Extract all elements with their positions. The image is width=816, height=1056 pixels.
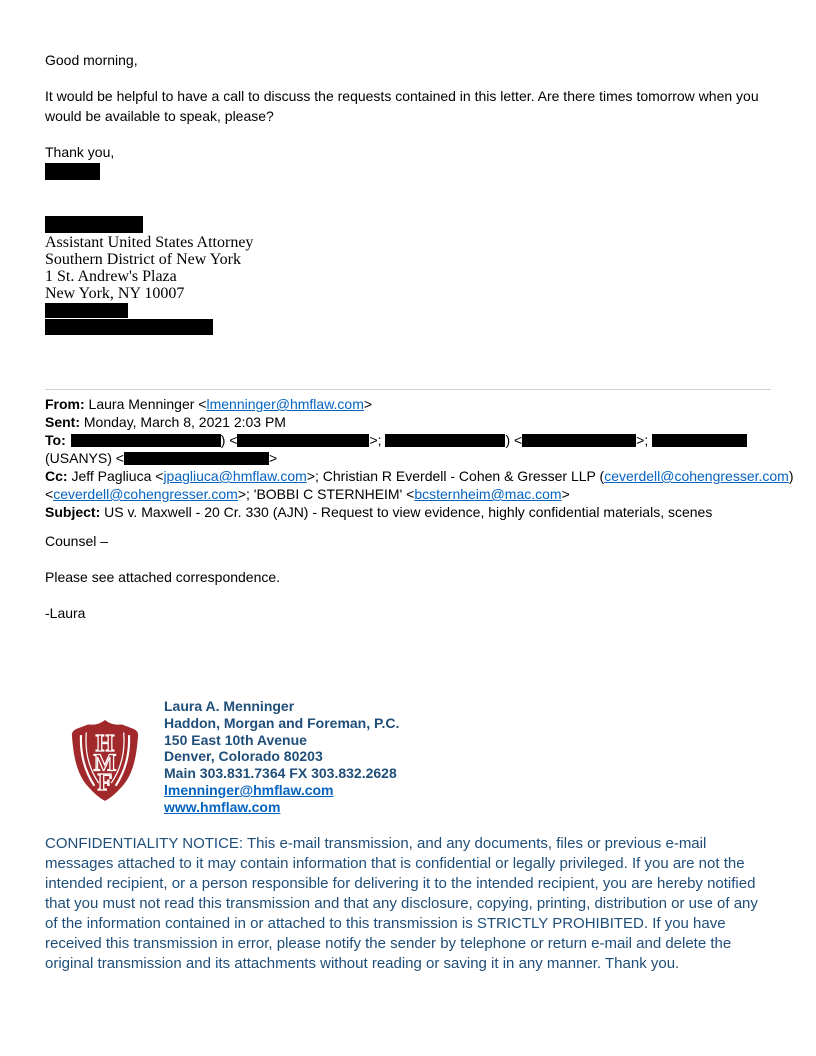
- subject-value: US v. Maxwell - 20 Cr. 330 (AJN) - Request to view evidence, highly confidential materials, scenes: [100, 504, 713, 520]
- from-name: Laura Menninger <: [84, 396, 207, 412]
- redaction-bar-ausa-email: [45, 319, 213, 335]
- sent-label: Sent:: [45, 414, 80, 430]
- header-to-line2: [45, 449, 771, 467]
- closing-text: Thank you,: [45, 144, 115, 160]
- header-to-line: [45, 431, 771, 449]
- firm-name: Haddon, Morgan and Foreman, P.C.: [164, 714, 400, 731]
- to-label: To:: [45, 432, 66, 448]
- from-email-link[interactable]: lmenninger@hmflaw.com: [206, 396, 364, 412]
- from-close: >: [363, 396, 373, 412]
- cc-part3: ): [788, 468, 794, 484]
- redaction-bar-recipient-3-email: [124, 452, 269, 465]
- cc-label: Cc:: [45, 468, 68, 484]
- hmf-signature-block: [45, 698, 399, 816]
- firm-website-link[interactable]: www.hmflaw.com: [164, 798, 281, 815]
- header-subject-line: [45, 503, 771, 521]
- signer-email-link[interactable]: lmenninger@hmflaw.com: [164, 781, 334, 798]
- cc-email-link-ceverdell[interactable]: ceverdell@cohengresser.com: [53, 486, 238, 502]
- firm-address-line1: 150 East 10th Avenue: [164, 731, 307, 748]
- ausa-address-line2: New York, NY 10007: [45, 285, 185, 302]
- email-header-block: [45, 395, 794, 521]
- from-label: From:: [45, 396, 85, 412]
- redaction-bar-ausa-name: [45, 216, 143, 233]
- ausa-district: Southern District of New York: [45, 251, 241, 268]
- ausa-title: Assistant United States Attorney: [45, 234, 254, 251]
- greeting-text: Good morning,: [45, 52, 138, 68]
- to-usanys-prefix: (USANYS) <: [45, 450, 124, 466]
- subject-label: Subject:: [45, 504, 101, 520]
- reply-body-text: Please see attached correspondence.: [45, 569, 281, 585]
- redaction-bar-recipient-1: [71, 434, 221, 447]
- header-separator-line: [45, 389, 771, 390]
- sent-value: Monday, March 8, 2021 2:03 PM: [80, 414, 286, 430]
- logo-letter-f: F: [97, 770, 113, 797]
- cc-line2-open: <: [45, 486, 54, 502]
- to-separator: >;: [636, 432, 653, 448]
- header-cc-line: [45, 467, 794, 485]
- redaction-bar-recipient-2: [385, 434, 505, 447]
- reply-salutation: Counsel –: [45, 533, 109, 549]
- redaction-bar-recipient-2-email: [522, 434, 636, 447]
- message-top: [45, 50, 771, 178]
- cc-email-link-ceverdell-paren[interactable]: ceverdell@cohengresser.com: [604, 468, 789, 484]
- header-sent-line: [45, 413, 771, 431]
- ausa-signature-block: [45, 234, 253, 302]
- logo-letter-h: H: [95, 731, 115, 758]
- redaction-bar-ausa-phone: [45, 303, 128, 318]
- redaction-bar-recipient-3: [652, 434, 747, 447]
- hmf-signature-text: [164, 698, 399, 816]
- ausa-address-line1: 1 St. Andrew's Plaza: [45, 268, 177, 285]
- logo-letter-m: M: [93, 750, 117, 777]
- header-from-line: [45, 395, 771, 413]
- cc-part4: >; 'BOBBI C STERNHEIM' <: [237, 486, 415, 502]
- cc-part5: >: [561, 486, 570, 502]
- cc-part1: Jeff Pagliuca <: [67, 468, 164, 484]
- to-separator: ) <: [505, 432, 523, 448]
- redaction-bar-recipient-1-email: [237, 434, 369, 447]
- to-separator: >;: [369, 432, 386, 448]
- cc-part2: >; Christian R Everdell - Cohen & Gresser LLP (: [306, 468, 605, 484]
- redaction-bar-sender-name: [45, 163, 100, 180]
- confidentiality-notice: CONFIDENTIALITY NOTICE: This e-mail transmission, and any documents, files or previous e-mail messages attached to it may contain information that is confidential or legally privileged. If you are not the intended recipient, or a person responsible for delivering it to the intended recipient, you are hereby notified that you must not read this transmission and that any disclosure, copying, printing, distribution or use of any of the information contained in or attached to this transmission is STRICTLY PROHIBITED. If you have received this transmission in error, please notify the sender by telephone or return e-mail and delete the original transmission and its attachments without reading or saving it in any manner. Thank you.: [45, 835, 758, 972]
- to-usanys-close: >: [268, 450, 278, 466]
- signer-name: Laura A. Menninger: [164, 698, 295, 714]
- firm-address-line2: Denver, Colorado 80203: [164, 748, 323, 765]
- to-separator: ) <: [220, 432, 238, 448]
- cc-email-link-jpagliuca[interactable]: jpagliuca@hmflaw.com: [163, 468, 307, 484]
- reply-signoff: -Laura: [45, 605, 86, 621]
- firm-phone: Main 303.831.7364 FX 303.832.2628: [164, 765, 397, 782]
- message-body-text: It would be helpful to have a call to discuss the requests contained in this letter. Are there times tomorrow when you would be available to speak, please?: [45, 88, 759, 124]
- hmf-shield-logo-icon: [65, 717, 145, 816]
- message-reply: [45, 531, 280, 639]
- cc-email-link-bcsternheim[interactable]: bcsternheim@mac.com: [414, 486, 562, 502]
- header-cc-line2: [45, 485, 771, 503]
